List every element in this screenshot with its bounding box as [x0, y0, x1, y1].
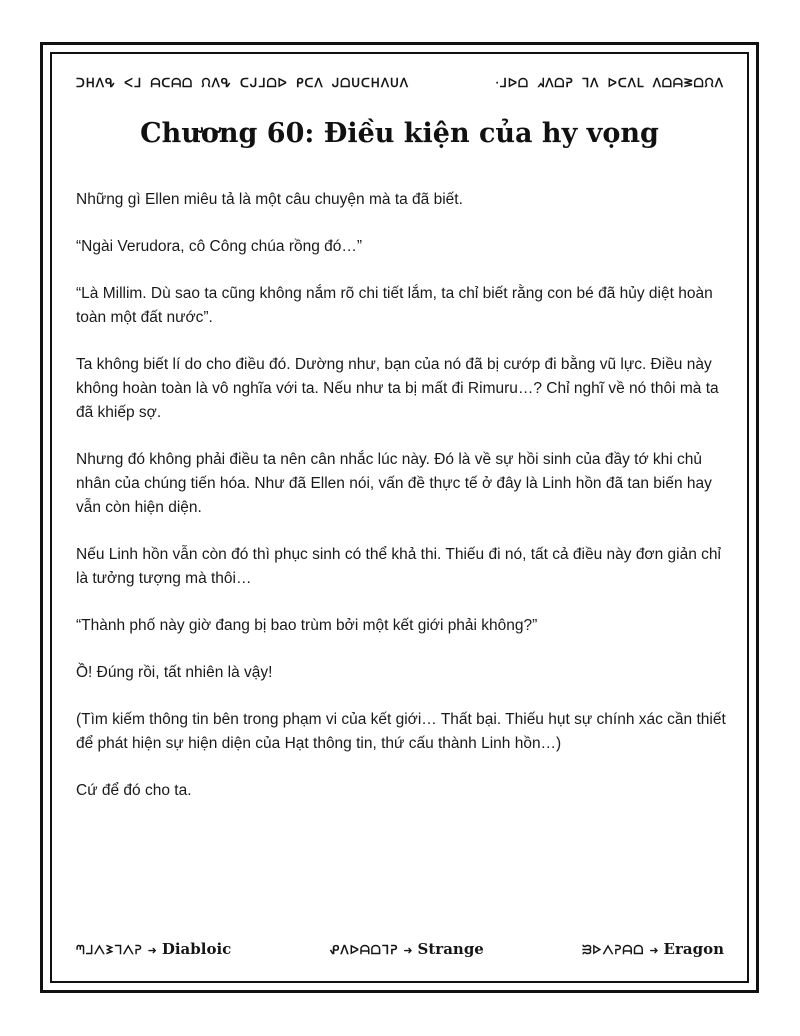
legend-script-3: ᙐᐅᐱᕈᗩᗝ: [581, 943, 645, 957]
paragraph-3: “Là Millim. Dù sao ta cũng không nắm rõ chi tiết lắm, ta chỉ biết rằng con bé đã hủy diệt hoàn toàn một đất nước”.: [76, 285, 713, 326]
chapter-title: Chương 60: Điều kiện của hy vọng: [140, 118, 659, 149]
paragraph-6: Nếu Linh hồn vẫn còn đó thì phục sinh có thể khả thi. Thiếu đi nó, tất cả điều này đơn giản chỉ là tưởng tượng mà thôi…: [76, 546, 721, 587]
legend-item-diabloic: [76, 940, 231, 958]
header-script-right: ᐧᒧᐅᗝ ᖽᐱᗝᕈ ᒣᐱ ᐅᑕᐱᒪ ᐱᗝᗩᕒᗝᙁᐱ: [495, 76, 724, 90]
arrow-icon: ➜: [403, 945, 413, 957]
paragraph-1: Những gì Ellen miêu tả là một câu chuyện mà ta đã biết.: [76, 191, 463, 208]
paragraph-8: Ồ! Đúng rồi, tất nhiên là vậy!: [76, 664, 273, 681]
paragraph-5: Nhưng đó không phải điều ta nên cân nhắc lúc này. Đó là về sự hồi sinh của đầy tớ khi chủ nhân của chúng tiến hóa. Như đã Ellen nói, vấn đề thực tế ở đây là Linh hồn đã tan biến hay vẫn còn hiện diện.: [76, 451, 712, 516]
paragraph-7: “Thành phố này giờ đang bị bao trùm bởi một kết giới phải không?”: [76, 617, 538, 634]
legend-item-strange: [329, 940, 483, 958]
legend-item-eragon: [582, 940, 724, 958]
legend-word-2: Strange: [417, 940, 484, 958]
arrow-icon: ➜: [147, 945, 157, 957]
arrow-icon: ➜: [649, 945, 659, 957]
header-script-left: ᑐᕼᐱᕴ ᐸᒧ ᗩᑕᗩᗝ ᙁᐱᕴ ᑕᒍᒧᗝᐅ ᑭᑕᐱ ᒍᗝᑌᑕᕼᐱᑌᐱ: [76, 76, 410, 90]
paragraph-2: “Ngài Verudora, cô Công chúa rồng đó…”: [76, 238, 363, 255]
legend-word-1: Diabloic: [161, 940, 232, 958]
chapter-body: [76, 188, 728, 826]
footer-legend: [76, 940, 724, 958]
paragraph-4: Ta không biết lí do cho điều đó. Dường như, bạn của nó đã bị cướp đi bằng vũ lực. Điều này không hoàn toàn là vô nghĩa với ta. Nếu như ta bị mất đi Rimuru…? Chỉ nghĩ về nó thôi mà ta đã khiếp sợ.: [76, 356, 719, 421]
legend-word-3: Eragon: [663, 940, 724, 958]
legend-script-1: ᘉᒧᐱᕒᒣᐱᕈ: [76, 943, 143, 957]
legend-script-2: ᕵᐱᐅᗩᗝᒣᕈ: [329, 943, 399, 957]
paragraph-9: (Tìm kiếm thông tin bên trong phạm vi của kết giới… Thất bại. Thiếu hụt sự chính xác cần thiết để phát hiện sự hiện diện của Hạt thông tin, thứ cấu thành Linh hồn…): [76, 711, 726, 752]
paragraph-10: Cứ để đó cho ta.: [76, 782, 192, 799]
